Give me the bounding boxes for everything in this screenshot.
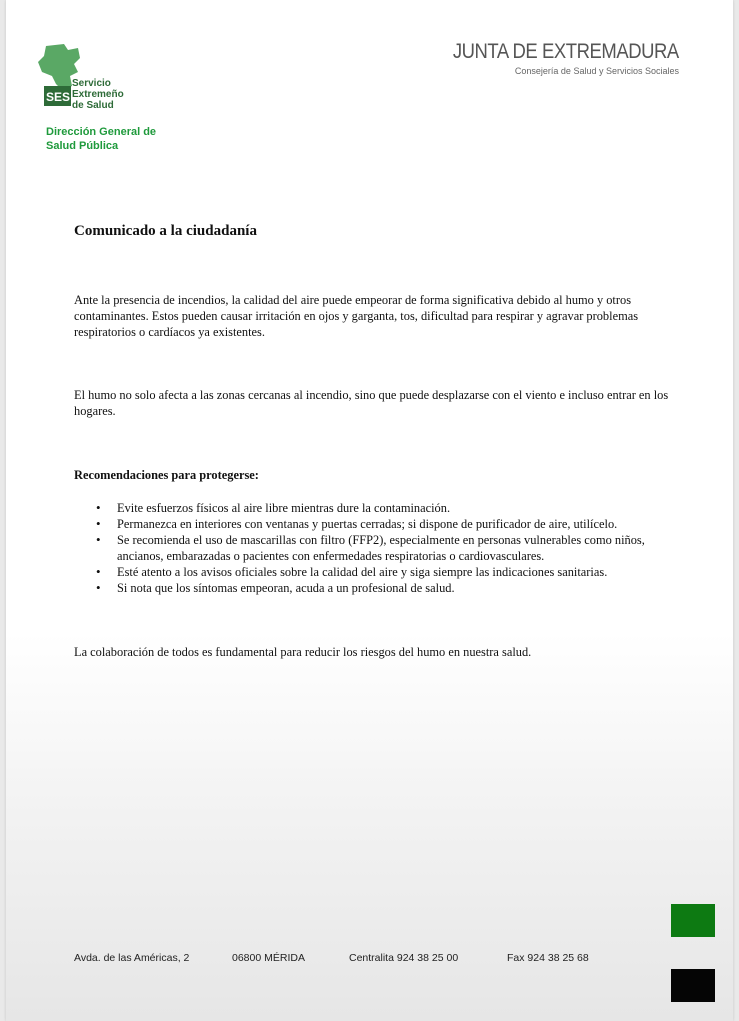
green-square xyxy=(671,904,715,937)
footer-fax: Fax 924 38 25 68 xyxy=(507,952,589,964)
department-line-1: Dirección General de xyxy=(46,126,157,138)
footer-phone: Centralita 924 38 25 00 xyxy=(349,952,459,964)
list-item: • Permanezca en interiores con ventanas y puertas cerradas; si dispone de purificador de aire, utilícelo. xyxy=(74,516,684,532)
logo-line-1: Servicio xyxy=(72,78,111,89)
closing-paragraph: La colaboración de todos es fundamental para reducir los riesgos del humo en nuestra salud. xyxy=(74,645,532,659)
junta-title: JUNTA DE EXTREMADURA xyxy=(453,40,679,63)
recommendations-list xyxy=(74,500,684,596)
department-line-2: Salud Pública xyxy=(46,140,119,152)
black-square xyxy=(671,969,715,1002)
document-page xyxy=(6,0,733,1021)
list-item: • Se recomienda el uso de mascarillas con filtro (FFP2), especialmente en personas vulnerables como niños, ancianos, embarazadas o pacientes con enfermedades respiratorias o cardiovasculares. xyxy=(74,532,684,564)
list-item: • Evite esfuerzos físicos al aire libre mientras dure la contaminación. xyxy=(74,500,684,516)
list-item: • Si nota que los síntomas empeoran, acuda a un profesional de salud. xyxy=(74,580,684,596)
recommendations-title: Recomendaciones para protegerse: xyxy=(74,468,259,482)
logo-text xyxy=(72,78,124,111)
logo-line-3: de Salud xyxy=(72,100,114,111)
logo-abbr: SES xyxy=(46,90,71,104)
junta-subtitle: Consejería de Salud y Servicios Sociales xyxy=(514,66,679,76)
document-title: Comunicado a la ciudadanía xyxy=(74,223,257,239)
footer-address: Avda. de las Américas, 2 xyxy=(74,952,190,964)
logo-line-2: Extremeño xyxy=(72,89,124,100)
paragraph-1: Ante la presencia de incendios, la calidad del aire puede empeorar de forma significativa debido al humo y otros contaminantes. Estos pueden causar irritación en ojos y garganta, tos, dificultad para respirar y agravar problemas respiratorios o cardíacos ya existentes. xyxy=(74,293,639,339)
junta-header xyxy=(422,40,679,76)
list-item: • Esté atento a los avisos oficiales sobre la calidad del aire y siga siempre las indicaciones sanitarias. xyxy=(74,564,684,580)
paragraph-2: El humo no solo afecta a las zonas cercanas al incendio, sino que puede desplazarse con el viento e incluso entrar en los hogares. xyxy=(74,388,669,418)
department-name xyxy=(46,125,156,153)
footer-postal: 06800 MÉRIDA xyxy=(232,952,305,964)
